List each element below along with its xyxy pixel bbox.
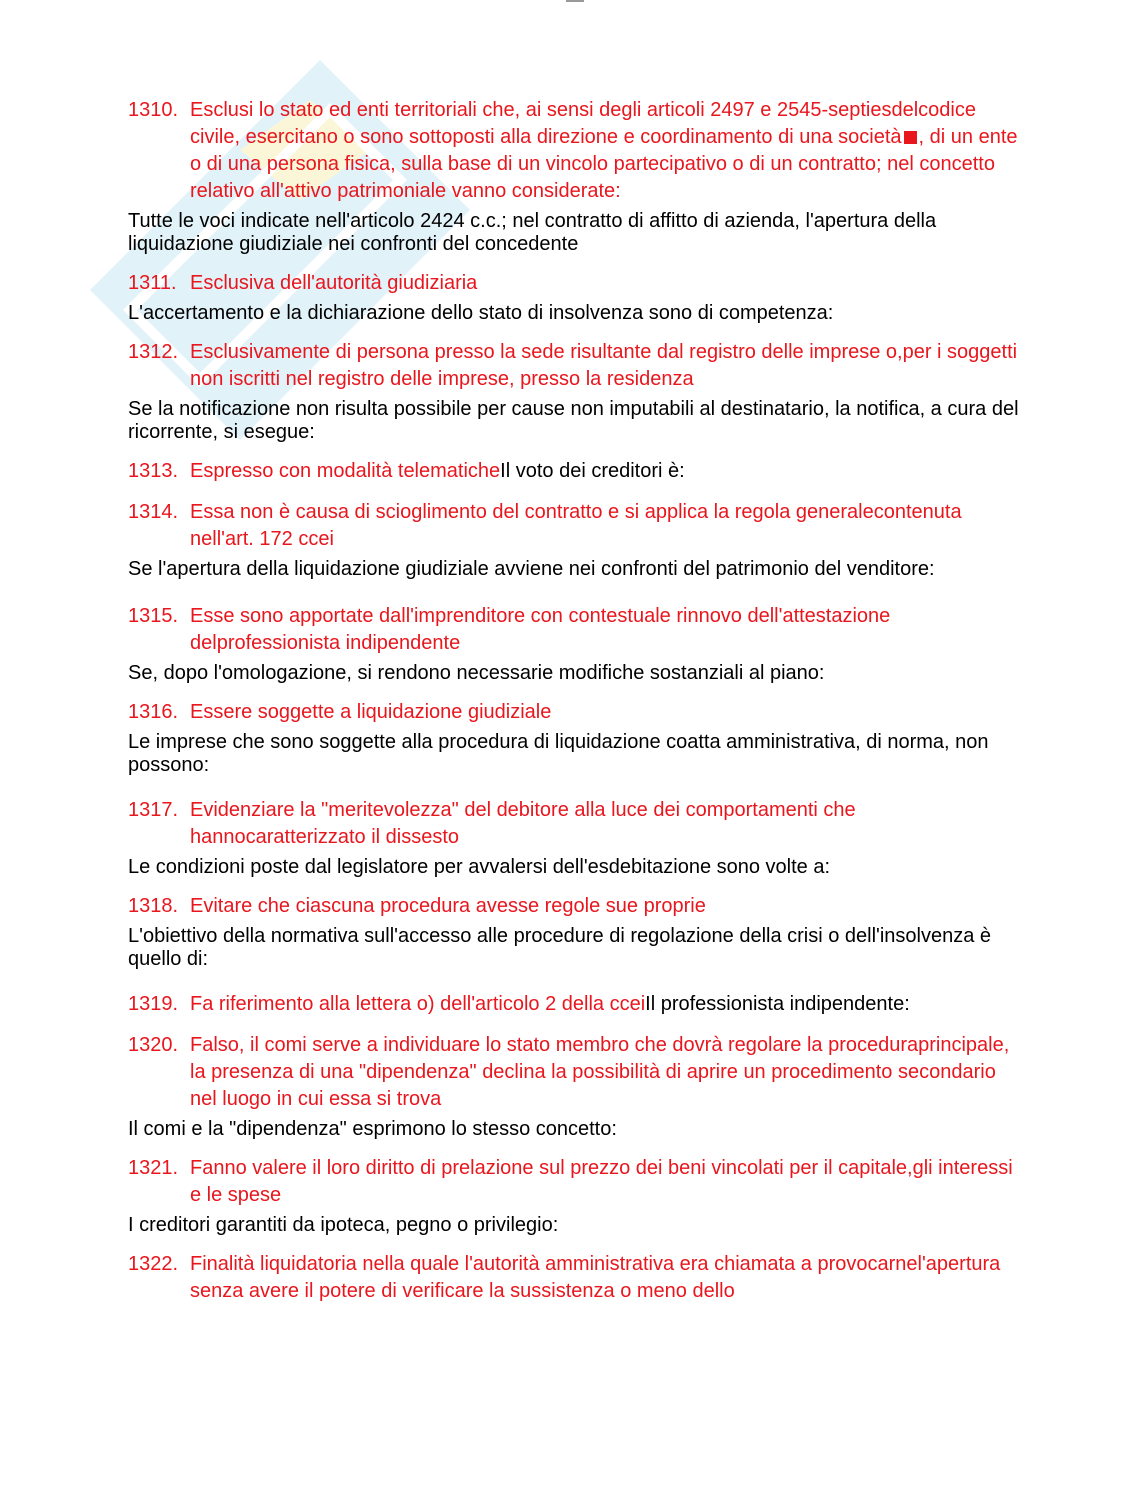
item-number: 1321. — [128, 1157, 179, 1179]
list-item — [128, 1251, 1028, 1305]
question — [128, 339, 1028, 393]
list-item — [128, 458, 1028, 485]
answer: Le imprese che sono soggette alla procedura di liquidazione coatta amministrativa, di norma, non possono: — [128, 731, 989, 776]
top-mark — [566, 0, 584, 2]
list-item — [128, 270, 1028, 325]
question — [128, 1155, 1028, 1209]
question-text: Fa riferimento alla lettera o) dell'articolo 2 della ccei — [190, 993, 646, 1015]
answer: Il comi e la "dipendenza" esprimono lo stesso concetto: — [128, 1118, 617, 1140]
item-number: 1311. — [128, 272, 177, 294]
question — [128, 893, 1028, 920]
question-text: Esclusiva dell'autorità giudiziaria — [190, 272, 478, 294]
question — [128, 1251, 1028, 1305]
question — [128, 699, 1028, 726]
question-text: Essere soggette a liquidazione giudiziale — [190, 701, 552, 723]
list-item — [128, 991, 1028, 1018]
item-number: 1320. — [128, 1034, 179, 1056]
item-number: 1310. — [128, 99, 179, 121]
question-text: Essa non è causa di scioglimento del contratto e si applica la regola generalecontenuta nell'art. 172 ccei — [190, 501, 962, 550]
question — [128, 797, 1028, 851]
list-item — [128, 1155, 1028, 1237]
item-number: 1322. — [128, 1253, 179, 1275]
question-text: Falso, il comi serve a individuare lo stato membro che dovrà regolare la proceduraprincipale, la presenza di una "dipendenza" declina la possibilità di aprire un procedimento secondario nel luogo in cui essa si trova — [190, 1034, 1010, 1110]
item-number: 1314. — [128, 501, 179, 523]
question-text: Fanno valere il loro diritto di prelazione sul prezzo dei beni vincolati per il capitale,gli interessi e le spese — [190, 1157, 1013, 1206]
question — [128, 270, 1028, 297]
item-number: 1316. — [128, 701, 179, 723]
question — [128, 499, 1028, 553]
question — [128, 458, 1028, 485]
list-item — [128, 797, 1028, 879]
item-number: 1313. — [128, 460, 179, 482]
list-item — [128, 1032, 1028, 1141]
question — [128, 97, 1028, 205]
question — [128, 603, 1028, 657]
item-number: 1319. — [128, 993, 179, 1015]
item-number: 1315. — [128, 605, 179, 627]
qa-list — [128, 97, 1028, 1311]
answer: Tutte le voci indicate nell'articolo 2424 c.c.; nel contratto di affitto di azienda, l'apertura della liquidazione giudiziale nei confronti del concedente — [128, 210, 937, 255]
question-text-cont: , di un ente o di una persona fisica, sulla base di un vincolo partecipativo o di un contratto; nel concetto relativo all'attivo patrimoniale vanno considerate: — [190, 126, 1018, 202]
item-number: 1318. — [128, 895, 179, 917]
answer: Le condizioni poste dal legislatore per avvalersi dell'esdebitazione sono volte a: — [128, 856, 831, 878]
list-item — [128, 699, 1028, 777]
list-item — [128, 603, 1028, 685]
answer: Se, dopo l'omologazione, si rendono necessarie modifiche sostanziali al piano: — [128, 662, 825, 684]
question-text: Esclusivamente di persona presso la sede risultante dal registro delle imprese o,per i soggetti non iscritti nel registro delle imprese, presso la residenza — [190, 341, 1018, 390]
item-number: 1317. — [128, 799, 179, 821]
answer-inline: Il professionista indipendente: — [645, 993, 910, 1015]
question-text: Finalità liquidatoria nella quale l'autorità amministrativa era chiamata a provocarnel'apertura senza avere il potere di verificare la sussistenza o meno dello — [190, 1253, 1001, 1302]
list-item — [128, 893, 1028, 971]
answer: Se l'apertura della liquidazione giudiziale avviene nei confronti del patrimonio del venditore: — [128, 558, 935, 580]
question-text: Evitare che ciascuna procedura avesse regole sue proprie — [190, 895, 706, 917]
answer: L'accertamento e la dichiarazione dello stato di insolvenza sono di competenza: — [128, 302, 834, 324]
question — [128, 991, 1028, 1018]
item-number: 1312. — [128, 341, 179, 363]
list-item — [128, 339, 1028, 444]
question-text: Evidenziare la "meritevolezza" del debitore alla luce dei comportamenti che hannocaratterizzato il dissesto — [190, 799, 856, 848]
square-glyph-icon — [904, 131, 917, 144]
list-item — [128, 97, 1028, 256]
question-text: Esse sono apportate dall'imprenditore con contestuale rinnovo dell'attestazione delprofessionista indipendente — [190, 605, 891, 654]
answer: I creditori garantiti da ipoteca, pegno o privilegio: — [128, 1214, 559, 1236]
answer-inline: Il voto dei creditori è: — [500, 460, 685, 482]
answer: L'obiettivo della normativa sull'accesso alle procedure di regolazione della crisi o dell'insolvenza è quello di: — [128, 925, 992, 970]
question-text: Esclusi lo stato ed enti territoriali che, ai sensi degli articoli 2497 e 2545-septiesdelcodice civile, esercitano o sono sottoposti alla direzione e coordinamento di una società — [190, 99, 976, 148]
question-text: Espresso con modalità telematiche — [190, 460, 501, 482]
question — [128, 1032, 1028, 1113]
list-item — [128, 499, 1028, 581]
answer: Se la notificazione non risulta possibile per cause non imputabili al destinatario, la notifica, a cura del ricorrente, si esegue: — [128, 398, 1019, 443]
